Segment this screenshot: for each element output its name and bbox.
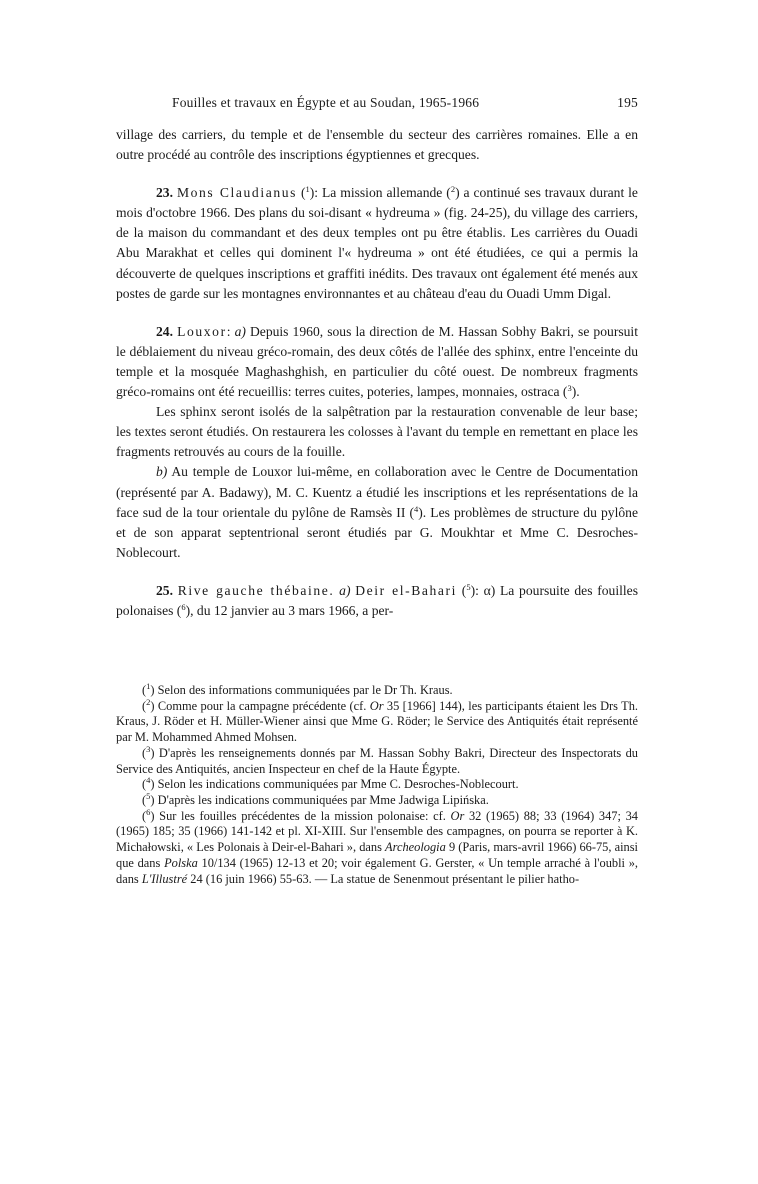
section-23: 23. Mons Claudianus ($^1$): La mission allemande ($^2$) a continué ses travaux durant le mois d'octobre 1966. Des plans du soi-disant « hydreuma » (fig. 24-25), du village des carriers, de la maison du commandant et des deux temples ont pu être établis. Les carrières du Ouadi Abu Marakhat et celles qui dominent l'« hydreuma » ont été étudiées, ce qui a permis la découverte de quelques inscriptions et graffiti inédits. Des travaux ont également été menés aux postes de garde sur les montagnes environnantes et au château d'eau du Ouadi Umm Digal. [116,184,638,301]
footnote-5: ($^5$) D'après les indications communiquées par Mme Jadwiga Lipińska. [142,790,489,807]
section-heading: Rive gauche thébaine. [177,582,335,598]
footnotes [116,683,638,887]
body-text [116,125,638,621]
footnote-1: ($^1$) Selon des informations communiquées par le Dr Th. Kraus. [142,681,453,698]
section-heading: Louxor [177,323,227,339]
subsection-heading: Deir el-Bahari [355,582,458,598]
section-24: 24. Louxor: a) Depuis 1960, sous la direction de M. Hassan Sobhy Bakri, se poursuit le déblaiement du niveau gréco-romain, des deux côtés de l'allée des sphinx, entre l'enceinte du temple et la mosquée Maghashghish, en particulier du côté ouest. De nombreux fragments gréco-romains ont été recueillis: terres cuites, poteries, lampes, monnaies, ostraca ($^3$). [116,323,638,400]
footnote-6: ($^6$) Sur les fouilles précédentes de la mission polonaise: cf. Or 32 (1965) 88; 33 (1964) 347; 34 (1965) 185; 35 (1966) 141-142 et pl. XI-XIII. Sur l'ensemble des campagnes, on pourra se reporter à K. Michałowski, « Les Polonais à Deir-el-Bahari », dans Archeologia 9 (Paris, mars-avril 1966) 66-75, ainsi que dans Polska 10/134 (1965) 12-13 et 20; voir également G. Gerster, « Un temple arraché à l'oubli », dans L'Illustré 24 (16 juin 1966) 55-63. — La statue de Senenmout présentant le pilier hatho- [116,806,638,886]
footnote-ref[interactable]: 4 [413,503,419,514]
footnote-ref[interactable]: 6 [181,601,186,612]
footnote-2: ($^2$) Comme pour la campagne précédente (cf. Or 35 [1966] 144), les participants étaient les Drs Th. Kraus, J. Röder et H. Müller-Wiener ainsi que Mme G. Röder; le Service des Antiquités était représenté par M. Mohammed Ahmed Mohsen. [116,696,639,745]
page-number: 195 [617,95,638,110]
section-heading: Mons Claudianus [176,185,298,201]
footnote-ref[interactable]: 3 [567,383,572,394]
section-25: 25. Rive gauche thébaine. a) Deir el-Bahari ($^5$): α) La poursuite des fouilles polonaises ($^6$), du 12 janvier au 3 mars 1966, a per- [116,581,638,618]
footnote-ref[interactable]: 5 [466,581,471,592]
footnote-3: ($^3$) D'après les renseignements donnés par M. Hassan Sobhy Bakri, Directeur des Inspectorats du Service des Antiquités, ancien Inspecteur en chef de la Haute Égypte. [116,743,638,776]
running-head-title: Fouilles et travaux en Égypte et au Soudan, 1965-1966 [172,95,480,110]
section-number: 24. [156,323,173,339]
page [116,95,638,887]
section-24-paragraph-3: b) Au temple de Louxor lui-même, en collaboration avec le Centre de Documentation (représenté par A. Badawy), M. C. Kuentz a étudié les inscriptions et les représentations de la face sud de la tour orientale du pylône de Ramsès II ($^4$). Les problèmes de structure du pylône et de son apparat septentrional seront étudiés par G. Moukhtar et Mme C. Desroches-Noblecourt. [116,464,638,560]
running-head [116,95,638,111]
footnote-4: ($^4$) Selon les indications communiquées par Mme C. Desroches-Noblecourt. [142,775,519,792]
section-number: 23. [156,185,173,201]
paragraph-continuation: village des carriers, du temple et de l'ensemble du secteur des carrières romaines. Elle a en outre procédé au contrôle des inscriptions égyptiennes et grecques. [116,127,638,163]
section-number: 25. [156,582,173,598]
footnote-ref[interactable]: 2 [450,184,456,195]
section-24-paragraph-2: Les sphinx seront isolés de la salpêtration par la restauration convenable de leur base; les textes seront étudiés. On restaurera les colosses à l'avant du temple en remettant en place les fragments retrouvés au cours de la fouille. [116,404,638,460]
footnote-ref[interactable]: 1 [305,184,310,195]
